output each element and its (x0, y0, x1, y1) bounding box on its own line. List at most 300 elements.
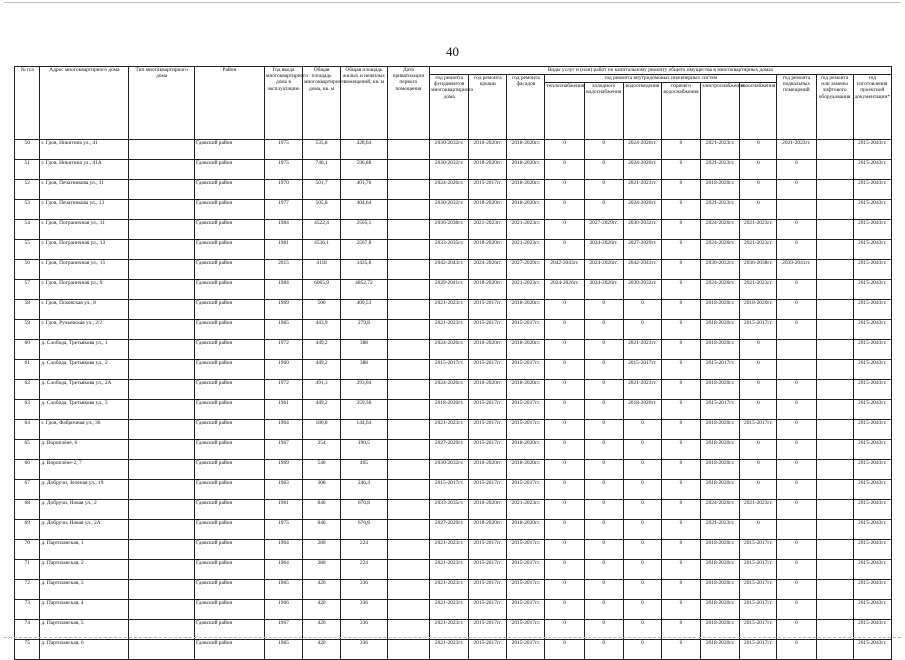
cell-living-area: 2505,1 (341, 220, 388, 240)
cell-no: 51 (15, 160, 40, 180)
cell-year: 1969 (264, 460, 302, 480)
cell-gas: 2015-2017гг. (740, 560, 777, 580)
capital-repair-table (14, 66, 892, 660)
cell-design: 2015-2043гг. (853, 400, 891, 420)
cell-roof: 2015-2017гг. (469, 580, 507, 600)
cell-year: 1965 (264, 580, 302, 600)
cell-basement: 0 (777, 500, 816, 520)
cell-design: 2015-2043гг. (853, 200, 891, 220)
cell-foundation: 2042-2043гг. (430, 260, 469, 280)
cell-type (129, 460, 195, 480)
table-row (15, 260, 892, 280)
cell-hot-water: 0 (661, 440, 700, 460)
cell-facade: 2015-2017гг. (507, 560, 545, 580)
cell-roof: 2018-2020гг. (469, 500, 507, 520)
cell-year: 1961 (264, 400, 302, 420)
cell-design: 2015-2043гг. (853, 560, 891, 580)
cell-gas: 2021-2023гг. (740, 280, 777, 300)
cell-cold-water: 0 (584, 500, 623, 520)
cell-roof: 2015-2017гг. (469, 360, 507, 380)
cell-roof: 2018-2020гг. (469, 160, 507, 180)
cell-address: д. Добручи, Новая ул., 2 (40, 500, 129, 520)
cell-address: г. Гдов, Никитина ул., 41 (40, 140, 129, 160)
cell-living-area: 336 (341, 640, 388, 660)
cell-living-area: 596,88 (341, 160, 388, 180)
cell-elevator (816, 140, 853, 160)
cell-cold-water: 0 (584, 300, 623, 320)
cell-heat: 0 (545, 500, 584, 520)
cell-no: 59 (15, 320, 40, 340)
col-facade-header: год ремонта фасадов (507, 75, 545, 140)
cell-type (129, 600, 195, 620)
cell-roof: 2018-2020гг. (469, 380, 507, 400)
cell-hot-water: 0 (661, 140, 700, 160)
cell-sewer: 2042-2043гг. (623, 260, 661, 280)
cell-roof: 2018-2020гг. (469, 460, 507, 480)
cell-foundation: 2030-2032гг. (430, 200, 469, 220)
cell-electric: 2018-2020гг. (701, 180, 740, 200)
cell-year: 1966 (264, 600, 302, 620)
cell-electric: 2030-2032гг. (701, 260, 740, 280)
cell-privatization (387, 280, 429, 300)
cell-type (129, 520, 195, 540)
cell-address: д. Партизанская, 3 (40, 580, 129, 600)
systems-subgroup-header: год ремонта внутридомовых инженерных систем (545, 75, 777, 83)
cell-no: 60 (15, 340, 40, 360)
cell-design: 2015-2043гг. (853, 600, 891, 620)
cell-district: Гдовский район (195, 200, 265, 220)
cell-hot-water: 0 (661, 380, 700, 400)
page-number: 40 (446, 44, 459, 59)
cell-foundation: 2036-2038гг. (430, 220, 469, 240)
page-bottom-rule (4, 637, 901, 638)
cell-heat: 0 (545, 520, 584, 540)
cell-privatization (387, 600, 429, 620)
cell-heat: 0 (545, 440, 584, 460)
cell-design: 2015-2043гг. (853, 240, 891, 260)
cell-address: г. Гдов, Пограничная ул., 11 (40, 220, 129, 240)
cell-foundation: 2015-2017гг. (430, 480, 469, 500)
cell-no: 64 (15, 420, 40, 440)
cell-basement: 0 (777, 600, 816, 620)
col-hot-water-header: горячего водоснабжения (661, 83, 700, 140)
col-privatization-header: Дата приватизации первого помещения (387, 67, 429, 140)
cell-foundation: 2030-2032гг. (430, 160, 469, 180)
cell-privatization (387, 180, 429, 200)
cell-address: д. Слобода, Третьякова ул., 3 (40, 400, 129, 420)
cell-address: д. Партизанская, 1 (40, 540, 129, 560)
cell-elevator (816, 460, 853, 480)
cell-facade: 2018-2020гг. (507, 300, 545, 320)
cell-facade: 2015-2017гг. (507, 620, 545, 640)
cell-privatization (387, 400, 429, 420)
cell-sewer: 2024-2026гг. (623, 200, 661, 220)
cell-living-area: 2567,8 (341, 240, 388, 260)
cell-design: 2015-2043гг. (853, 500, 891, 520)
cell-elevator (816, 600, 853, 620)
cell-elevator (816, 560, 853, 580)
cell-living-area: 405 (341, 460, 388, 480)
cell-district: Гдовский район (195, 180, 265, 200)
cell-no: 57 (15, 280, 40, 300)
cell-year: 1981 (264, 500, 302, 520)
cell-cold-water: 0 (584, 380, 623, 400)
cell-cold-water: 2024-2026гг. (584, 280, 623, 300)
cell-foundation: 2030-2032гг. (430, 460, 469, 480)
cell-gas: 0 (740, 380, 777, 400)
cell-facade: 2015-2017гг. (507, 600, 545, 620)
cell-total-area: 6065,9 (303, 280, 341, 300)
cell-elevator (816, 240, 853, 260)
cell-cold-water: 0 (584, 540, 623, 560)
cell-design: 2015-2043гг. (853, 160, 891, 180)
cell-roof: 2015-2017гг. (469, 620, 507, 640)
cell-electric: 2018-2020гг. (701, 340, 740, 360)
cell-basement: 0 (777, 580, 816, 600)
cell-living-area: 336 (341, 600, 388, 620)
cell-living-area: 393,04 (341, 380, 388, 400)
cell-electric: 2018-2020гг. (701, 440, 740, 460)
cell-sewer: 0 (623, 480, 661, 500)
cell-heat: 0 (545, 140, 584, 160)
cell-gas: 0 (740, 460, 777, 480)
cell-heat: 0 (545, 320, 584, 340)
table-row (15, 160, 892, 180)
cell-type (129, 380, 195, 400)
cell-total-area: 449,2 (303, 360, 341, 380)
cell-foundation: 2024-2026гг. (430, 380, 469, 400)
cell-facade: 2015-2017гг. (507, 400, 545, 420)
cell-privatization (387, 380, 429, 400)
cell-sewer: 0 (623, 500, 661, 520)
cell-address: г. Гдов, Ручьевская ул., 2/2 (40, 320, 129, 340)
cell-gas: 0 (740, 520, 777, 540)
cell-roof: 2015-2017гг. (469, 400, 507, 420)
cell-sewer: 2021-2023гг. (623, 380, 661, 400)
cell-address: г. Гдов, Никитина ул., 41А (40, 160, 129, 180)
table-row (15, 520, 892, 540)
cell-design: 2015-2043гг. (853, 360, 891, 380)
cell-design: 2015-2043гг. (853, 460, 891, 480)
cell-foundation: 2021-2023гг. (430, 300, 469, 320)
cell-elevator (816, 440, 853, 460)
cell-design: 2015-2043гг. (853, 220, 891, 240)
cell-heat: 0 (545, 600, 584, 620)
cell-foundation: 2039-2041гг. (430, 280, 469, 300)
cell-living-area: 404,64 (341, 200, 388, 220)
cell-living-area: 400,53 (341, 300, 388, 320)
cell-facade: 2021-2023гг. (507, 240, 545, 260)
cell-electric: 2018-2020гг. (701, 640, 740, 660)
cell-district: Гдовский район (195, 220, 265, 240)
table-row (15, 380, 892, 400)
cell-heat: 0 (545, 560, 584, 580)
col-type-header: Тип многоквартирного дома (129, 67, 195, 140)
cell-gas: 0 (740, 440, 777, 460)
cell-total-area: 4522,4 (303, 220, 341, 240)
cell-type (129, 640, 195, 660)
cell-heat: 0 (545, 180, 584, 200)
cell-total-area: 449,2 (303, 340, 341, 360)
cell-district: Гдовский район (195, 160, 265, 180)
cell-electric: 2024-2026гг. (701, 240, 740, 260)
cell-electric: 2015-2017гг. (701, 360, 740, 380)
col-living-area-header: Общая площадь жилых и нежилых помещений, кв. м (341, 67, 388, 140)
cell-sewer: 0 (623, 300, 661, 320)
cell-foundation: 2024-2026гг. (430, 340, 469, 360)
table-row (15, 240, 892, 260)
cell-cold-water: 0 (584, 640, 623, 660)
table-row (15, 580, 892, 600)
cell-electric: 2021-2023гг. (701, 140, 740, 160)
cell-roof: 2018-2020гг. (469, 520, 507, 540)
table-row (15, 200, 892, 220)
cell-cold-water: 0 (584, 440, 623, 460)
cell-electric: 2018-2020гг. (701, 620, 740, 640)
cell-heat: 0 (545, 340, 584, 360)
cell-roof: 2018-2020гг. (469, 200, 507, 220)
cell-no: 53 (15, 200, 40, 220)
cell-electric: 2024-2026гг. (701, 280, 740, 300)
cell-roof: 2015-2017гг. (469, 320, 507, 340)
cell-privatization (387, 300, 429, 320)
cell-foundation: 2015-2017гг. (430, 360, 469, 380)
cell-cold-water: 0 (584, 200, 623, 220)
cell-living-area: 279,8 (341, 320, 388, 340)
cell-cold-water: 0 (584, 360, 623, 380)
cell-roof: 2024-2026гг. (469, 260, 507, 280)
cell-type (129, 440, 195, 460)
cell-basement (777, 360, 816, 380)
table-row (15, 280, 892, 300)
cell-no: 70 (15, 540, 40, 560)
cell-privatization (387, 240, 429, 260)
cell-hot-water: 0 (661, 260, 700, 280)
cell-total-area: 540 (303, 460, 341, 480)
cell-total-area: 4118 (303, 260, 341, 280)
cell-elevator (816, 360, 853, 380)
cell-sewer: 2030-2032гг. (623, 280, 661, 300)
cell-living-area: 224 (341, 560, 388, 580)
cell-hot-water: 0 (661, 320, 700, 340)
cell-cold-water: 0 (584, 320, 623, 340)
cell-year: 1984 (264, 280, 302, 300)
cell-total-area: 443,9 (303, 320, 341, 340)
cell-gas: 2015-2017гг. (740, 580, 777, 600)
cell-year: 1965 (264, 320, 302, 340)
cell-total-area: 846 (303, 500, 341, 520)
cell-heat: 0 (545, 220, 584, 240)
cell-living-area: 4852,72 (341, 280, 388, 300)
cell-roof: 2018-2020гг. (469, 280, 507, 300)
cell-no: 69 (15, 520, 40, 540)
cell-type (129, 280, 195, 300)
cell-design: 2015-2043гг. (853, 420, 891, 440)
cell-sewer: 0 (623, 540, 661, 560)
table-row (15, 540, 892, 560)
cell-district: Гдовский район (195, 620, 265, 640)
cell-basement (777, 520, 816, 540)
cell-no: 63 (15, 400, 40, 420)
col-heat-header: теплоснабжения (545, 83, 584, 140)
table-row (15, 440, 892, 460)
cell-basement: 0 (777, 160, 816, 180)
cell-roof: 2015-2017гг. (469, 560, 507, 580)
cell-year: 1972 (264, 340, 302, 360)
cell-electric: 2018-2020гг. (701, 580, 740, 600)
cell-type (129, 500, 195, 520)
cell-elevator (816, 520, 853, 540)
cell-type (129, 180, 195, 200)
cell-district: Гдовский район (195, 540, 265, 560)
col-sewer-header: водоотведения (623, 83, 661, 140)
cell-heat: 0 (545, 300, 584, 320)
col-no-header: № п/а (15, 67, 40, 140)
cell-type (129, 340, 195, 360)
cell-year: 1960 (264, 360, 302, 380)
cell-design: 2015-2043гг. (853, 140, 891, 160)
cell-facade: 2015-2017гг. (507, 580, 545, 600)
cell-electric: 2018-2020гг. (701, 540, 740, 560)
cell-heat: 0 (545, 160, 584, 180)
cell-year: 1984 (264, 220, 302, 240)
cell-sewer: 2015-2017гг. (623, 360, 661, 380)
cell-basement: 0 (777, 240, 816, 260)
cell-no: 62 (15, 380, 40, 400)
cell-total-area: 501,7 (303, 180, 341, 200)
cell-foundation: 2018-2020гг. (430, 400, 469, 420)
table-row (15, 560, 892, 580)
cell-design: 2015-2043гг. (853, 540, 891, 560)
cell-hot-water: 0 (661, 640, 700, 660)
cell-foundation: 2021-2023гг. (430, 540, 469, 560)
cell-type (129, 240, 195, 260)
cell-facade: 2015-2017гг. (507, 480, 545, 500)
cell-hot-water: 0 (661, 600, 700, 620)
cell-cold-water: 2027-2029гг. (584, 220, 623, 240)
cell-no: 58 (15, 300, 40, 320)
table-row (15, 300, 892, 320)
table-row (15, 140, 892, 160)
cell-facade: 2018-2020гг. (507, 160, 545, 180)
cell-heat: 0 (545, 460, 584, 480)
cell-total-area: 500 (303, 300, 341, 320)
cell-basement (777, 200, 816, 220)
cell-type (129, 260, 195, 280)
cell-gas: 0 (740, 200, 777, 220)
cell-basement: 0 (777, 280, 816, 300)
cell-sewer: 2027-2029гг. (623, 240, 661, 260)
cell-basement: 0 (777, 380, 816, 400)
cell-design: 2015-2043гг. (853, 260, 891, 280)
cell-heat: 0 (545, 480, 584, 500)
cell-elevator (816, 380, 853, 400)
cell-type (129, 360, 195, 380)
cell-cold-water: 0 (584, 580, 623, 600)
cell-hot-water: 0 (661, 460, 700, 480)
cell-year: 1977 (264, 200, 302, 220)
cell-roof: 2015-2017гг. (469, 440, 507, 460)
cell-district: Гдовский район (195, 300, 265, 320)
cell-type (129, 160, 195, 180)
cell-sewer: 2021-2023гг. (623, 340, 661, 360)
cell-year: 1975 (264, 520, 302, 540)
cell-facade: 2015-2017гг. (507, 640, 545, 660)
cell-facade: 2021-2023гг. (507, 500, 545, 520)
cell-type (129, 220, 195, 240)
cell-electric: 2024-2026гг. (701, 220, 740, 240)
cell-living-area: 3435,8 (341, 260, 388, 280)
cell-basement: 0 (777, 180, 816, 200)
cell-total-area: 420 (303, 580, 341, 600)
cell-total-area: 254 (303, 440, 341, 460)
table-row (15, 320, 892, 340)
cell-basement: 0 (777, 220, 816, 240)
cell-foundation: 2030-2032гг. (430, 140, 469, 160)
cell-district: Гдовский район (195, 460, 265, 480)
cell-design: 2015-2043гг. (853, 620, 891, 640)
cell-no: 73 (15, 600, 40, 620)
cell-no: 61 (15, 360, 40, 380)
cell-privatization (387, 140, 429, 160)
cell-roof: 2015-2017гг. (469, 600, 507, 620)
cell-total-area: 4536,1 (303, 240, 341, 260)
cell-type (129, 420, 195, 440)
col-total-area-header: Общая площадь многоквартирного дома, кв. м (303, 67, 341, 140)
cell-privatization (387, 440, 429, 460)
cell-foundation: 2024-2026гг. (430, 180, 469, 200)
cell-basement: 0 (777, 440, 816, 460)
table-row (15, 600, 892, 620)
cell-elevator (816, 220, 853, 240)
page-top-rule (4, 2, 901, 3)
cell-facade: 2021-2023гг. (507, 280, 545, 300)
cell-sewer: 2021-2023гг. (623, 180, 661, 200)
cell-roof: 2015-2017гг. (469, 540, 507, 560)
cell-elevator (816, 260, 853, 280)
cell-electric: 2018-2020гг. (701, 460, 740, 480)
cell-gas: 2015-2017гг. (740, 600, 777, 620)
cell-facade: 2021-2023гг. (507, 220, 545, 240)
cell-address: д. Партизанская, 4 (40, 600, 129, 620)
table-row (15, 420, 892, 440)
cell-year: 1964 (264, 420, 302, 440)
cell-sewer: 0 (623, 320, 661, 340)
cell-no: 74 (15, 620, 40, 640)
cell-heat: 0 (545, 400, 584, 420)
cell-living-area: 144,64 (341, 420, 388, 440)
cell-privatization (387, 580, 429, 600)
cell-electric: 2018-2020гг. (701, 300, 740, 320)
col-gas-header: газоснабжения (740, 83, 777, 140)
cell-design: 2015-2043гг. (853, 340, 891, 360)
cell-year: 1965 (264, 640, 302, 660)
cell-gas: 0 (740, 140, 777, 160)
cell-electric: 2018-2020гг. (701, 480, 740, 500)
cell-cold-water: 0 (584, 520, 623, 540)
cell-heat: 0 (545, 360, 584, 380)
cell-gas: 0 (740, 360, 777, 380)
cell-heat: 0 (545, 540, 584, 560)
cell-cold-water: 0 (584, 600, 623, 620)
cell-heat: 0 (545, 380, 584, 400)
cell-basement: 0 (777, 480, 816, 500)
cell-foundation: 2021-2023гг. (430, 560, 469, 580)
cell-gas: 2021-2023гг. (740, 240, 777, 260)
cell-no: 52 (15, 180, 40, 200)
cell-sewer: 0 (623, 560, 661, 580)
cell-district: Гдовский район (195, 320, 265, 340)
